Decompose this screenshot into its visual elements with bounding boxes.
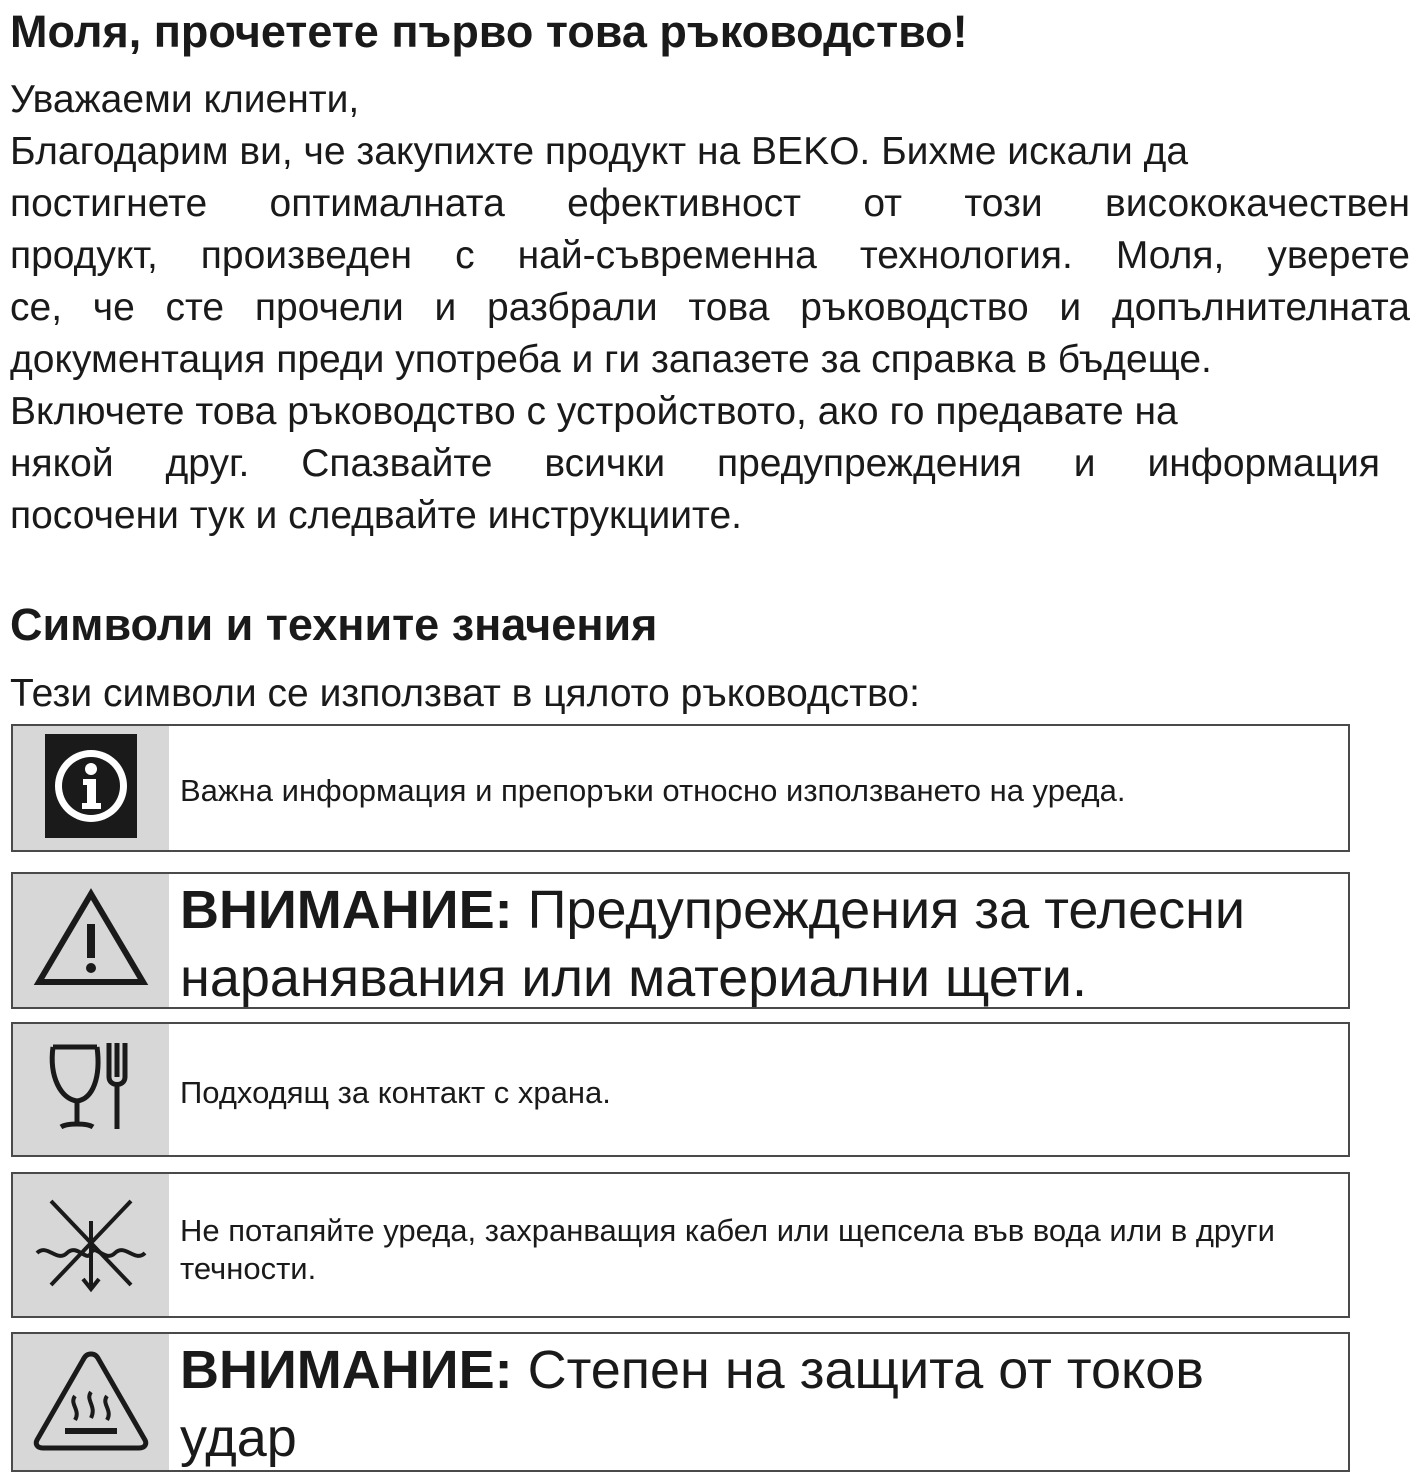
intro-line: Включете това ръководство с устройството, ако го предавате на	[10, 390, 1178, 433]
section-title: Символи и техните значения	[10, 599, 658, 650]
greeting-line: Уважаеми клиенти,	[10, 78, 360, 121]
symbol-description: ВНИМАНИЕ: Степен на защита от токов удар	[180, 1340, 1204, 1468]
warning-label: ВНИМАНИЕ:	[180, 1340, 513, 1400]
symbols-intro: Тези символи се използват в цялото ръководство:	[10, 672, 920, 715]
do-not-immerse-icon	[33, 1191, 149, 1300]
symbol-description: Подходящ за контакт с храна.	[180, 1075, 611, 1110]
symbol-row-do-not-immerse	[11, 1172, 1350, 1318]
symbol-description: Не потапяйте уреда, захранващия кабел или щепсела във вода или в други течности.	[180, 1213, 1275, 1286]
symbol-row-food-contact	[11, 1022, 1350, 1157]
intro-line: документация преди употреба и ги запазете за справка в бъдеще.	[10, 338, 1212, 381]
intro-line: се, че сте прочели и разбрали това ръководство и допълнителната	[10, 286, 1410, 329]
icon-cell	[13, 874, 169, 1007]
icon-cell	[13, 1024, 169, 1155]
info-icon	[45, 734, 137, 843]
symbol-description: Важна информация и препоръки относно използването на уреда.	[180, 773, 1126, 808]
symbol-row-protection	[11, 1332, 1350, 1472]
warning-label: ВНИМАНИЕ:	[180, 880, 513, 940]
hot-surface-warning-icon	[31, 1348, 151, 1457]
icon-cell	[13, 1334, 169, 1470]
intro-line: посочени тук и следвайте инструкциите.	[10, 494, 742, 537]
symbol-row-info	[11, 724, 1350, 852]
page-title: Моля, прочетете първо това ръководство!	[10, 6, 968, 57]
icon-cell	[13, 1174, 169, 1316]
warning-triangle-icon	[33, 888, 149, 993]
symbol-description: ВНИМАНИЕ: Предупреждения за телесни наранявания или материални щети.	[180, 880, 1246, 1008]
intro-paragraph	[10, 74, 1410, 542]
intro-line: продукт, произведен с най-съвременна технология. Моля, уверете	[10, 234, 1410, 277]
intro-line: Благодарим ви, че закупихте продукт на BEKO. Бихме искали да	[10, 130, 1189, 173]
intro-line: постигнете оптималната ефективност от този висококачествен	[10, 182, 1410, 225]
food-contact-icon	[43, 1037, 139, 1142]
symbol-row-warning	[11, 872, 1350, 1009]
intro-line: някой друг. Спазвайте всички предупреждения и информация	[10, 442, 1380, 485]
icon-cell	[13, 726, 169, 850]
